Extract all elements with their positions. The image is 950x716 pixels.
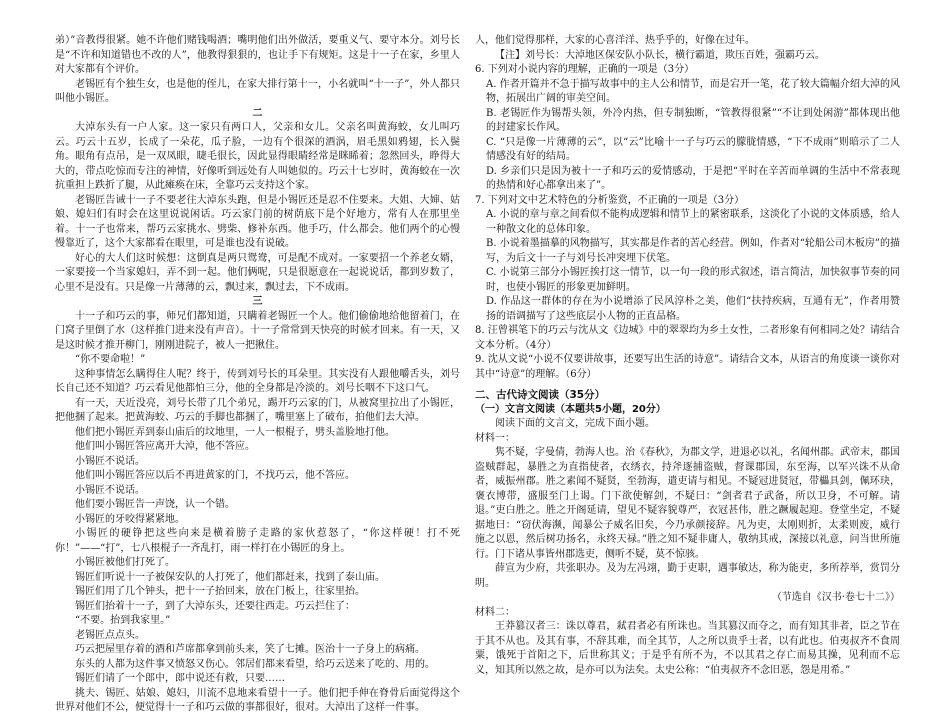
story-paragraph: 锡匠们听说十一子被保安队的人打死了，他们都赶来，找到了泰山庙。 [75,571,385,583]
footnote: 【注】刘号长：大淖地区保安队小队长，横行霸道，欺压百姓，强霸巧云。 [495,49,825,61]
material-2-paragraph: 王莽篡汉者三：诛以尊君，弒君者必有所诛也。当其篡汉而夺之，而有知其非者，臣之节在于其不从也。及其有事，不辞其难，而全其节，人之所以贵乎士者，以有此也。伯夷叔齐不食周粟，饿死于首阳之下，后世称其义；于是乎有所不为，不以其君之存亡而易其操，见利而不忘义，知其所以然之故，是亦可以为法矣。太史公称：“伯夷叔齐不念旧恶，怨是用希。” [475,621,900,676]
story-paragraph: 东头的人都为这件事又愤怒又伤心。邻居们都来看望，给巧云送来了吃的、用的。 [75,658,435,670]
story-paragraph: 小锡匠不说话。 [75,455,145,467]
question-7-option-d: D. 作品这一群体的存在为小说增添了民风淳朴之美，他们“扶持疾病，互通有无”，作者用赞扬的语调描写了这些底层小人物的正直品格。 [486,296,900,322]
instruction: 阅读下面的文言文，完成下面小题。 [495,418,655,429]
question-7: 7. 下列对文中艺术特色的分析鉴赏，不正确的一项是（3分） [475,194,745,206]
section-title: 二、古代诗文阅读（35分） [475,389,606,401]
right-top-paragraph: 人，他们觉得那样，大家的心喜洋洋、热乎乎的，好像在过年。 [475,35,755,46]
story-paragraph: 小锡匠被他们打死了。 [75,557,175,568]
story-paragraph: 他们要小锡匠告一声饶，认一个错。 [75,499,235,510]
section-marker-three: 三 [252,296,263,307]
question-7-option-c: C. 小说第三部分小锡匠挨打这一情节，以一句一段的形式叙述，语言简洁，加快叙事节奏的同时，也使小锡匠的形象更加鲜明。 [486,267,900,293]
story-paragraph: 老锡匠告诫十一子不要老往大淖东头跑，但是小锡匠还是忍不住要来。大姐、大婶、姑娘、媳妇们有时会在这里说说闲话。巧云家门前的树荫底下是个好地方，常有人在那里坐着。十一子也常来，帮巧云家挑水、劈柴、修补东西。他手巧，什么都会。他们两个的心慢慢靠近了，这个大家都看在眼里，可是谁也没有说破。 [55,194,460,249]
story-paragraph: 他们叫小锡匠答应以后不再进黄家的门，不找巧云，他不答应。 [75,470,355,481]
story-paragraph: 锡匠们请了一个郎中，郎中说还有救，只要…… [75,673,285,684]
material-1-paragraph: 薛宣为少府，共张职办。及为左冯翊，勤于吏职，遇事敏达，称为能吏，多所荐举，赏罚分明。 [475,563,900,589]
story-paragraph: 小锡匠不说话。 [75,484,145,496]
story-paragraph: 大淖东头有一户人家。这一家只有两口人，父亲和女儿。父亲名叫黄海蛟，女儿叫巧云。巧云十五岁，长成了一朵花，瓜子脸，一边有个很深的酒涡，眉毛黑如鸦翅，长入鬓角。眼角有点吊，是一双凤眼，睫毛很长，因此显得眼睛经常是眯睎着；忽然回头，睁得大大的，带点吃惊而专注的神情，好像听到远处有人叫她似的。巧云十七岁时，黄海蛟在一次抗重担上跌折了腿，从此瘫痪在床，全靠巧云支持这个家。 [55,122,460,191]
material-1-label: 材料一： [475,432,515,444]
material-1-source: （节选自《汉书·卷七十二》） [771,592,900,603]
story-paragraph: 小锡匠的硬铮把这些向来是横着膀子走路的家伙惹怒了，“你这样硬！打不死你！”——“打”，七八根棍子一齐乱打，雨一样打在小锡匠的身上。 [55,528,460,554]
story-paragraph: 老锡匠点点头。 [75,629,145,641]
question-6-option-b: B. 老锡匠作为锡帮头领，外冷内热，但专制独断，“管教得很紧”“不让到处闲游”都体现出他的封建家长作风。 [486,107,900,133]
story-paragraph: 好心的大人们这时候想：这倒真是两只鸳鸯，可是配不成对。一家要招一个养老女婿，一家要接一个当家媳妇，弄不到一起。他们俩呢，只是很愿意在一起说说话，都到岁数了，心里不是没有。只是像一片薄薄的云，飘过来，飘过去，下不成雨。 [55,252,460,293]
left-top-paragraph-1: 弟）”音教得很紧。她不许他们赌钱喝酒；嘴明他们出外做活，要重义气、要守本分。刘号长是“不许和知道错也不改的人”，他教得狠狠的，也让手下有规矩。这是十一子在家，乡里人对大家都有个评价。 [55,35,460,75]
right-column [475,34,900,676]
question-6-option-d: D. 乡亲们只是因为被十一子和巧云的爱情感动，于是把“平时在辛苦而单调的生活中不常表现的热情和好心都拿出来了”。 [486,165,900,191]
left-top-paragraph-2: 老锡匠有个独生女，也是他的侄儿，在家大排行第十一，小名就叫“十一子”，外人都只叫他小锡匠。 [55,78,460,104]
story-paragraph: 挑夫、锡匠、姑娘、媳妇，川流不息地来看望十一子。他们把手伸在脊骨后面觉得这个世界对他们不公，便觉得十一子和巧云做的事都很好，很对。大淖出了这样一件事。 [55,687,460,713]
question-7-option-a: A. 小说的章与章之间看似不能构成逻辑和情节上的紧密联系，这淡化了小说的文体质感，给人一种散文化的总体印象。 [486,209,900,235]
story-paragraph: 有一天，天近没亮，刘号长带了几个弟兄，踢开巧云家的门，从被窝里拉出了小锡匠，把他捆了起来。把黄海蛟、巧云的手脚也都捆了，嘴里塞上了破布，拍他们去大淖。 [55,397,460,423]
section-marker-two: 二 [252,107,263,119]
subsection-title: （一）文言文阅读（本题共5小题，20分） [475,403,666,415]
story-paragraph: 这种事情怎么瞒得住人呢？终于，传到刘号长的耳朵里。其实没有人跟他嚼舌头，刘号长自己还不知道？巧云看见他都怕三分，他的全身都是冷淡的。刘号长咽不下这口气。 [55,368,460,394]
question-8: 8. 汪曾祺笔下的巧云与沈从文《边城》中的翠翠均为乡土女性，二者形象有何相同之处？请结合文本分析。（4分） [475,325,900,351]
left-column [55,34,460,713]
story-paragraph: 他们把小锡匠弄到泰山庙后的坟地里，一人一根棍子，劈头盖脸地打他。 [75,426,395,438]
question-7-option-b: B. 小说着墨描摹的风物描写，其实都是作者的苦心经营。例如，作者对“轮船公司木板房”的描写，为后文十一子与刘号长冲突埋下伏笔。 [486,238,900,264]
question-6: 6. 下列对小说内容的理解，正确的一项是（3分） [475,64,695,75]
question-6-option-a: A. 作者开篇并不急于描写故事中的主人公和情节，而是宕开一笔，花了较大篇幅介绍大淖的风物，拓展出广阔的审美空间。 [486,78,900,104]
story-paragraph: 巧云把屋里存着的酒和芦席都拿到前头来，笑了七摊。医治十一子身上的病痛。 [75,644,425,655]
story-paragraph: 锡匠们用了几个钟头，把十一子抬回来，放在门板上，往家里抬。 [75,586,365,597]
story-paragraph: 他们叫小锡匠答应离开大淖，他不答应。 [75,441,255,452]
material-2-label: 材料二： [475,606,515,618]
story-paragraph: 十一子和巧云的事，师兄们都知道，只瞒着老锡匠一个人。他们偷偷地给他留着门，在门窝子里倒了水（这样推门进来没有声音）。十一子常常到天快亮的时候才回来。有一天，又是这时候才推开柳门，刚刚进院子，被人一把揪住。 [55,310,460,351]
material-1-paragraph: 隽不疑，字曼倩，勃海人也。治《春秋》，为郡文学，进退必以礼，名闻州郡。武帝末，郡国盗贼群起，暴胜之为直指使者，衣绣衣，持斧逐捕盗贼，督课郡国，东至海，以军兴诛不从命者，威振州郡。胜之素闻不疑贤，至勃海，遣吏请与相见。不疑冠进贤冠，带櫑具剑，佩环玦，褒衣博带，盛服至门上谒。门下欲使解剑，不疑曰：“剑者君子武备，所以卫身，不可解。请退。”吏白胜之。胜之开阁延请，望见不疑容貌尊严，衣冠甚伟，胜之蹶履起迎。登堂坐定，不疑据地曰：“窃伏海濒，闻暴公子威名旧矣，今乃承颜接辞。凡为吏，太刚则折，太柔则废，威行施之以恩，然后树功扬名，永终天禄。”胜之知不疑非庸人，敬纳其戒，深接以礼意，问当世所施行。门下诸从事皆州郡选吏，侧听不疑，莫不惊骇。 [475,447,900,560]
question-6-option-c: C. “只是像一片薄薄的云”，以“云”比喻十一子与巧云的朦胧情感，“下不成雨”则暗示了二人情感没有好的结局。 [486,136,900,162]
story-paragraph: “你不要命啦！” [75,354,146,365]
question-9: 9. 沈从文说“小说不仅要讲故事，还要写出生活的诗意”。请结合文本，从语言的角度谈一谈你对其中“诗意”的理解。（6分） [475,354,900,380]
story-paragraph: 锡匠们抬着十一子，到了大淖东头，还要往西走。巧云拦住了： [75,600,355,612]
story-paragraph: “不要。抬到我家里。” [75,615,171,626]
story-paragraph: 小锡匠的牙咬得紧紧地。 [75,513,185,525]
